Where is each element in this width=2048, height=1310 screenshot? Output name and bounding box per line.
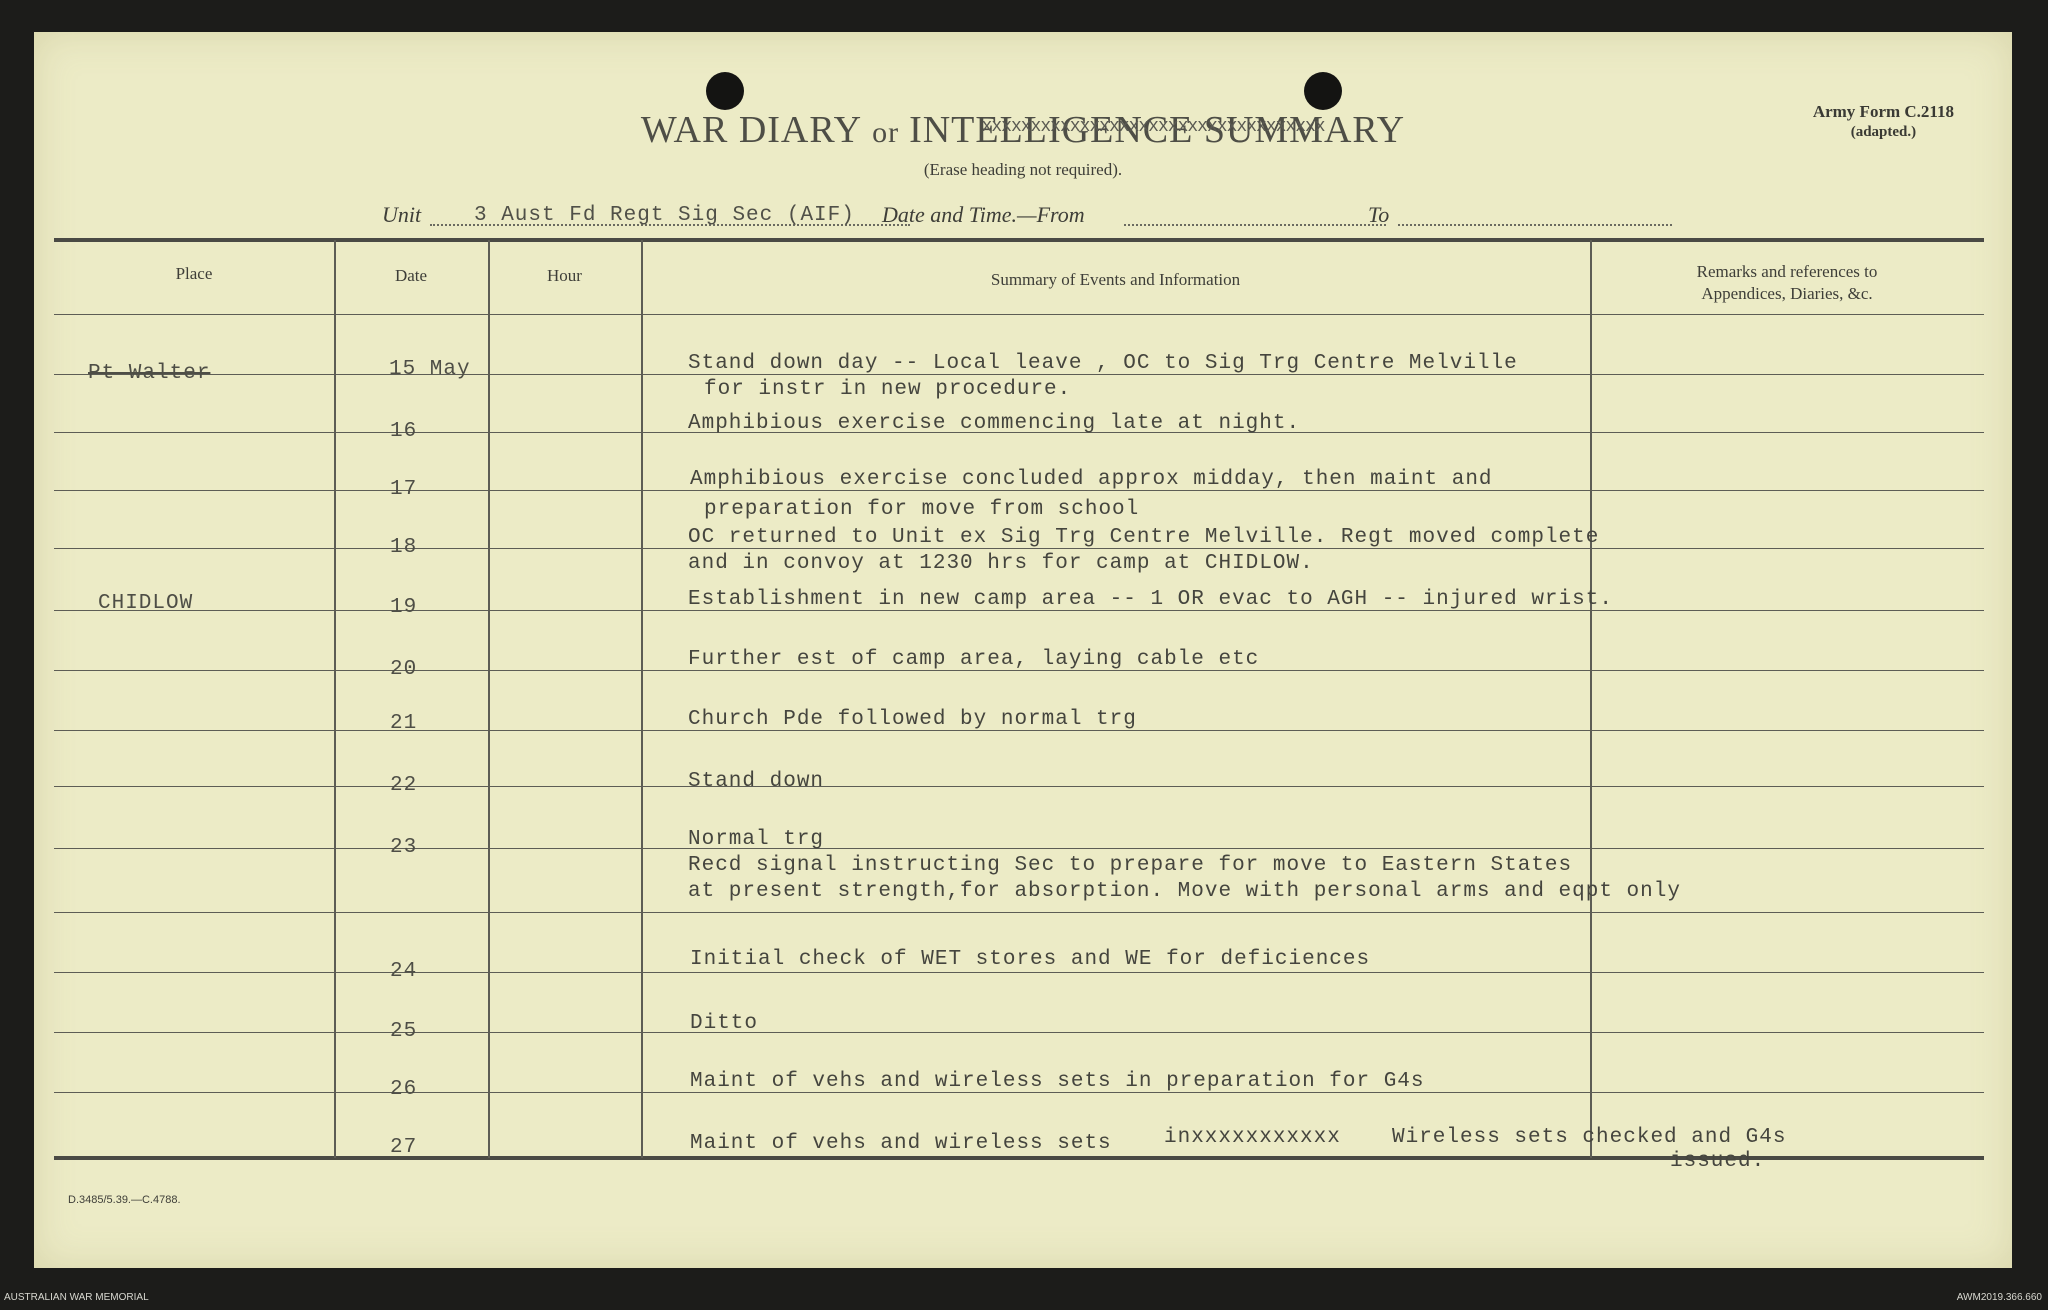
diary-table — [34, 32, 2012, 1268]
diary-sheet — [34, 32, 2012, 1268]
summary-line: Further est of camp area, laying cable etc — [688, 648, 1260, 671]
erase-note: (Erase heading not required). — [923, 160, 1123, 179]
place-cell: CHIDLOW — [98, 592, 194, 615]
form-code: D.3485/5.39.—C.4788. — [68, 1194, 181, 1206]
row-rule — [54, 848, 1984, 849]
date-cell: 27 — [390, 1136, 418, 1159]
army-form-sub: (adapted.) — [1850, 124, 1917, 140]
col-header-place: Place — [175, 264, 213, 283]
summary-line: Church Pde followed by normal trg — [688, 708, 1137, 731]
date-cell: 17 — [390, 478, 418, 501]
summary-line: Stand down — [688, 770, 825, 793]
date-cell: 25 — [390, 1020, 418, 1043]
col-header-summary: Summary of Events and Information — [990, 270, 1241, 289]
row-rule — [54, 972, 1984, 973]
summary-line: Ditto — [690, 1012, 759, 1035]
summary-line: Maint of vehs and wireless sets in preparation for G4s — [690, 1070, 1425, 1093]
title-struck: INTELLIGENCE SUMMARY xxxxxxxxxxxxxxxxxxxxxxxxxxxxxxxxxxx — [909, 109, 1405, 151]
summary-line: Amphibious exercise commencing late at night. — [688, 412, 1301, 435]
col-divider-summary — [1590, 240, 1592, 1158]
row-rule — [54, 912, 1984, 913]
col-header-remarks-1: Remarks and references to — [1696, 262, 1878, 281]
col-header-date: Date — [394, 266, 428, 285]
date-cell: 18 — [390, 536, 418, 559]
summary-line: Normal trg — [688, 828, 825, 851]
date-cell: 15 May — [389, 358, 471, 381]
summary-line: Maint of vehs and wireless sets — [690, 1132, 1112, 1155]
caption-left: AUSTRALIAN WAR MEMORIAL — [4, 1292, 149, 1303]
summary-line: and in convoy at 1230 hrs for camp at CHIDLOW. — [688, 552, 1314, 575]
col-header-hour: Hour — [547, 266, 582, 285]
summary-line: Initial check of WET stores and WE for deficiences — [690, 948, 1371, 971]
date-cell: 26 — [390, 1078, 418, 1101]
date-cell: 24 — [390, 960, 418, 983]
date-cell: 23 — [390, 836, 418, 859]
table-top-rule — [54, 238, 1984, 242]
summary-line: issued. — [1670, 1150, 1766, 1173]
date-cell: 20 — [390, 658, 418, 681]
unit-label: Unit — [382, 202, 422, 227]
title-or: or — [872, 116, 900, 149]
col-header-remarks-2: Appendices, Diaries, &c. — [1701, 284, 1873, 303]
col-divider-hour — [641, 240, 643, 1158]
date-cell: 19 — [390, 596, 418, 619]
date-cell: 22 — [390, 774, 418, 797]
place-cell: Pt Walter — [88, 362, 211, 385]
summary-line: preparation for move from school — [704, 498, 1140, 521]
row-rule — [54, 786, 1984, 787]
summary-line: Stand down day -- Local leave , OC to Sig Trg Centre Melville — [688, 352, 1518, 375]
summary-line: OC returned to Unit ex Sig Trg Centre Melville. Regt moved complete — [688, 526, 1600, 549]
caption-right: AWM2019.366.660 — [1956, 1292, 2042, 1303]
unit-value: 3 Aust Fd Regt Sig Sec (AIF) — [474, 204, 855, 227]
summary-struck: inxxxxxxxxxxx — [1164, 1126, 1341, 1149]
to-label: To — [1368, 202, 1390, 227]
summary-line: Amphibious exercise concluded approx midday, then maint and — [690, 468, 1493, 491]
col-divider-place — [334, 240, 336, 1158]
title-main: WAR DIARY — [640, 109, 863, 151]
summary-line: Establishment in new camp area -- 1 OR evac to AGH -- injured wrist. — [688, 588, 1613, 611]
summary-line: for instr in new procedure. — [704, 378, 1072, 401]
summary-line: at present strength,for absorption. Move with personal arms and eqpt only — [688, 880, 1681, 903]
col-divider-date — [488, 240, 490, 1158]
army-form-number: Army Form C.2118 — [1812, 102, 1954, 121]
row-rule — [54, 1032, 1984, 1033]
date-cell: 16 — [390, 420, 418, 443]
summary-line: Recd signal instructing Sec to prepare for move to Eastern States — [688, 854, 1573, 877]
header-bottom-rule — [54, 314, 1984, 315]
summary-line: Wireless sets checked and G4s — [1392, 1126, 1787, 1149]
date-cell: 21 — [390, 712, 418, 735]
date-time-label: Date and Time.—From — [882, 202, 1085, 227]
